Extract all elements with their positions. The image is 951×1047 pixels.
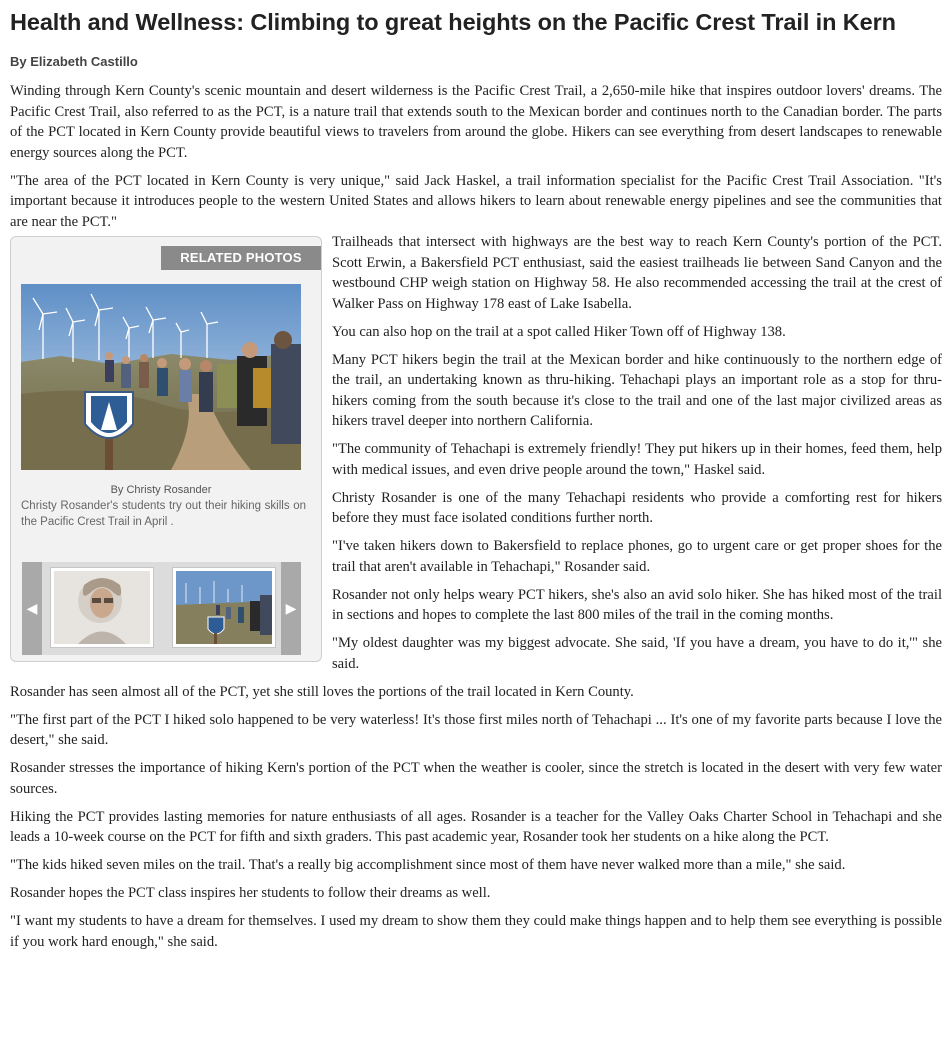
article-byline: By Elizabeth Castillo [10,54,138,69]
carousel-prev-button[interactable] [22,562,42,655]
thumbnail-carousel [22,562,301,655]
article-paragraph: Rosander stresses the importance of hiking Kern's portion of the PCT when the weather is cooler, since the stretch is located in the desert with very few water sources. [10,760,942,797]
related-photos-heading: RELATED PHOTOS [161,246,321,270]
thumbnail-2[interactable] [172,567,276,648]
article-paragraph: You can also hop on the trail at a spot called Hiker Town off of Highway 138. [332,323,786,340]
hikers-photo-icon [176,571,272,644]
article-paragraph: "The first part of the PCT I hiked solo happened to be very waterless! It's those first miles north of Tehachapi ... It's one of my favorite parts because I love the desert," she said. [10,711,942,748]
article-paragraph: Rosander has seen almost all of the PCT, yet she still loves the portions of the trail located in Kern County. [10,683,634,700]
related-photos-widget [10,236,322,662]
article-paragraph: Hiking the PCT provides lasting memories for nature enthusiasts of all ages. Rosander is a teacher for the Valley Oaks Charter School in Tehachapi and she leads a 10-week course on the PCT for fifth and sixth graders. This past academic year, Rosander took her students on a hike along the PCT. [10,808,942,845]
article-title: Health and Wellness: Climbing to great heights on the Pacific Crest Trail in Kern [10,9,896,35]
article-paragraph: "I've taken hikers down to Bakersfield to replace phones, go to urgent care or get proper shoes for the trail that aren't available in Tehachapi," Rosander said. [332,538,942,575]
article-paragraph: "The community of Tehachapi is extremely friendly! They put hikers up in their homes, feed them, help with medical issues, and even drive people around the town," Haskel said. [332,441,942,478]
photo-credit: By Christy Rosander [110,484,212,496]
chevron-left-icon: ◀ [26,600,38,616]
article-paragraph: Trailheads that intersect with highways are the best way to reach Kern County's portion of the PCT. Scott Erwin, a Bakersfield PCT enthusiast, said the easiest trailheads lie between Sand Canyon and the westbound CHP weigh station on Highway 58. He also recommended accessing the trail at the crest of Walker Pass on Highway 178 east of Lake Isabella. [332,234,942,312]
article-paragraph: Many PCT hikers begin the trail at the Mexican border and hike continuously to the northern edge of the trail, an undertaking known as thru-hiking. Tehachapi plays an important role as a stop for thru-hikers coming from the south because it's close to the trail and one of the last major civilized areas as hikers travel deeper into northern California. [332,351,942,429]
article-body [10,81,942,960]
main-photo[interactable] [21,284,301,470]
portrait-photo-icon [54,571,150,644]
article-paragraph: Christy Rosander is one of the many Tehachapi residents who provide a comforting rest for hikers before they must face isolated conditions further north. [332,489,942,526]
article-paragraph: "I want my students to have a dream for themselves. I used my dream to show them they could make things happen and to help them see everything is possible if you work hard enough," she said. [10,913,942,950]
article-paragraph: Rosander not only helps weary PCT hikers, she's also an avid solo hiker. She has hiked most of the trail in sections and hopes to complete the last 800 miles of the trail in the coming months. [332,586,942,623]
article-paragraph: "The area of the PCT located in Kern County is very unique," said Jack Haskel, a trail information specialist for the Pacific Crest Trail Association. "It's important because it introduces people to the western United States and allows hikers to learn about renewable energy pipelines and see the communities that are near the PCT." [10,172,942,230]
article-paragraph: Winding through Kern County's scenic mountain and desert wilderness is the Pacific Crest Trail, a 2,650-mile hike that inspires outdoor lovers' dreams. The Pacific Crest Trail, also referred to as the PCT, is a nature trail that extends south to the Mexican border and continues north to the Canadian border. The parts of the PCT located in Kern County provide beautiful views to travelers from around the globe. Hikers can see everything from desert landscapes to renewable energy sources along the PCT. [10,83,942,161]
article-paragraph: Rosander hopes the PCT class inspires her students to follow their dreams as well. [10,885,491,901]
photo-hikers-wind-turbines-icon [21,284,301,470]
thumbnail-1[interactable] [50,567,154,648]
article-paragraph: "My oldest daughter was my biggest advocate. She said, 'If you have a dream, you have to do it,'" she said. [332,635,942,672]
photo-caption: Christy Rosander's students try out their hiking skills on the Pacific Crest Trail in April . [21,500,306,528]
chevron-right-icon: ▶ [285,600,297,616]
article-paragraph: "The kids hiked seven miles on the trail. That's a really big accomplishment since most of them have never walked more than a mile," she said. [10,857,846,873]
carousel-next-button[interactable] [281,562,301,655]
